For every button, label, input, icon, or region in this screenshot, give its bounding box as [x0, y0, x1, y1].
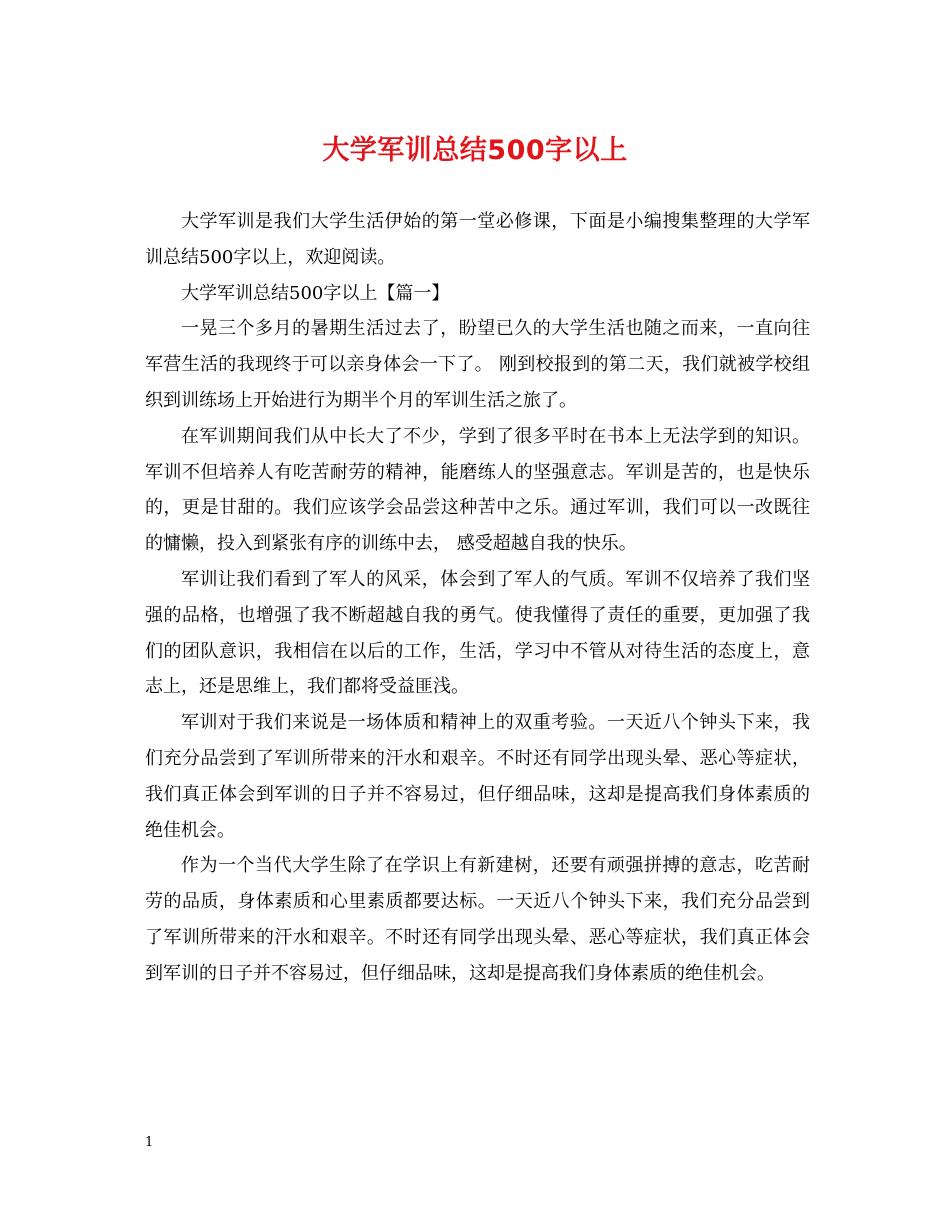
- paragraph-intro: 大学军训是我们大学生活伊始的第一堂必修课，下面是小编搜集整理的大学军训总结500字以上，欢迎阅读。: [145, 211, 810, 268]
- paragraph: 一晃三个多月的暑期生活过去了，盼望已久的大学生活也随之而来，一直向往军营生活的我现终于可以亲身体会一下了。 刚到校报到的第二天，我们就被学校组织到训练场上开始进行为期半个月的军训生活之旅了。: [145, 318, 810, 411]
- paragraph: 军训对于我们来说是一场体质和精神上的双重考验。一天近八个钟头下来，我们充分品尝到了军训所带来的汗水和艰辛。不时还有同学出现头晕、恶心等症状，我们真正体会到军训的日子并不容易过，但仔细品味，这却是提高我们身体素质的绝佳机会。: [145, 712, 810, 841]
- paragraph: 作为一个当代大学生除了在学识上有新建树，还要有顽强拼搏的意志，吃苦耐劳的品质，身体素质和心里素质都要达标。一天近八个钟头下来，我们充分品尝到了军训所带来的汗水和艰辛。不时还有同学出现头晕、恶心等症状，我们真正体会到军训的日子并不容易过，但仔细品味，这却是提高我们身体素质的绝佳机会。: [145, 855, 810, 984]
- paragraph: 在军训期间我们从中长大了不少，学到了很多平时在书本上无法学到的知识。 军训不但培养人有吃苦耐劳的精神，能磨练人的坚强意志。军训是苦的，也是快乐的，更是甘甜的。我们应该学会品尝这种苦中之乐。通过军训，我们可以一改既往的慵懒，投入到紧张有序的训练中去， 感受超越自我的快乐。: [145, 425, 810, 555]
- section-heading: 大学军训总结500字以上【篇一】: [181, 282, 450, 304]
- page-number: 1: [145, 1135, 154, 1150]
- paragraph: 军训让我们看到了军人的风采，体会到了军人的气质。军训不仅培养了我们坚强的品格，也增强了我不断超越自我的勇气。使我懂得了责任的重要，更加强了我们的团队意识，我相信在以后的工作，生活，学习中不管从对待生活的态度上，意志上，还是思维上，我们都将受益匪浅。: [145, 568, 810, 698]
- document-title: 大学军训总结500字以上: [322, 135, 628, 166]
- document-body: [145, 204, 810, 992]
